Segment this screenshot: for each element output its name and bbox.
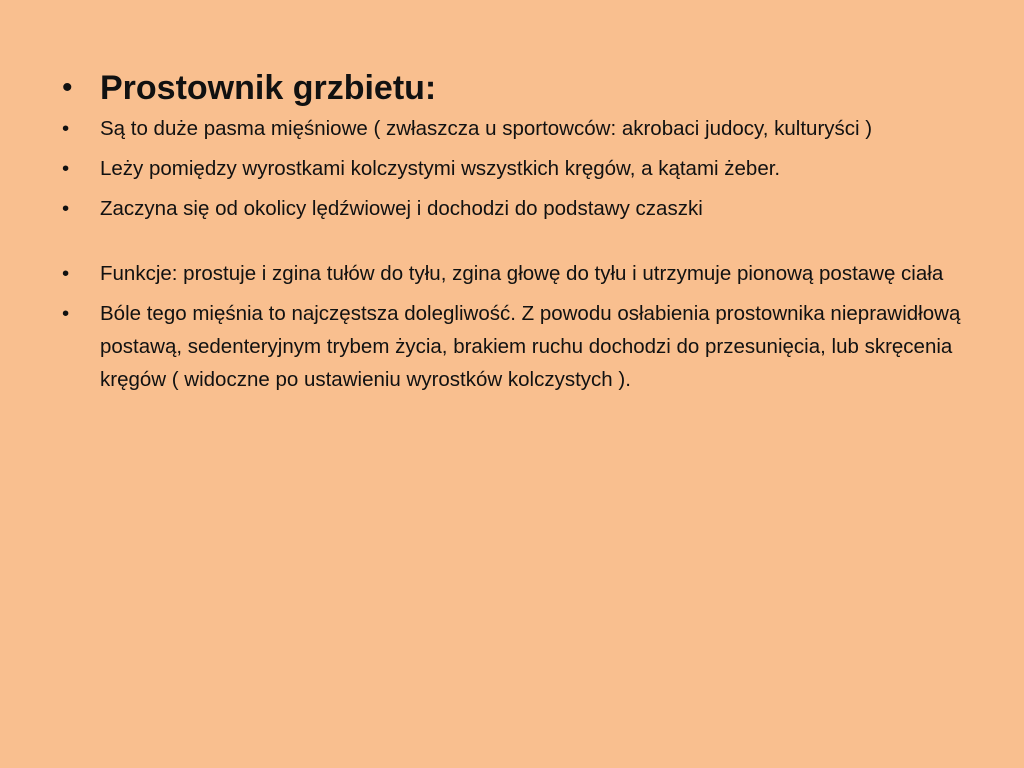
list-item (62, 297, 964, 396)
bullet-icon: • (62, 71, 73, 104)
bullet-icon: • (62, 197, 70, 220)
list-item-text: Funkcje: prostuje i zgina tułów do tyłu, zgina głowę do tyłu i utrzymuje pionową postawę ciała (100, 262, 944, 285)
slide-heading (62, 64, 964, 112)
bullet-list (62, 64, 964, 396)
list-item-text: Są to duże pasma mięśniowe ( zwłaszcza u sportowców: akrobaci judocy, kulturyści ) (100, 117, 873, 140)
bullet-icon: • (62, 262, 70, 285)
bullet-icon: • (62, 157, 70, 180)
list-item-text: Zaczyna się od okolicy lędźwiowej i dochodzi do podstawy czaszki (100, 197, 703, 220)
list-item (62, 152, 964, 185)
heading-text: Prostownik grzbietu: (100, 69, 437, 107)
list-item-text: Bóle tego mięśnia to najczęstsza dolegliwość. Z powodu osłabienia prostownika nieprawidłową postawą, sedenteryjnym trybem życia, brakiem ruchu dochodzi do przesunięcia, lub skręcenia kręgów ( widoczne po ustawieniu wyrostków kolczystych ). (100, 302, 961, 391)
list-item (62, 192, 964, 225)
bullet-icon: • (62, 302, 70, 325)
bullet-icon: • (62, 117, 70, 140)
list-item-text: Leży pomiędzy wyrostkami kolczystymi wszystkich kręgów, a kątami żeber. (100, 157, 781, 180)
list-item (62, 257, 964, 290)
list-item (62, 112, 964, 145)
